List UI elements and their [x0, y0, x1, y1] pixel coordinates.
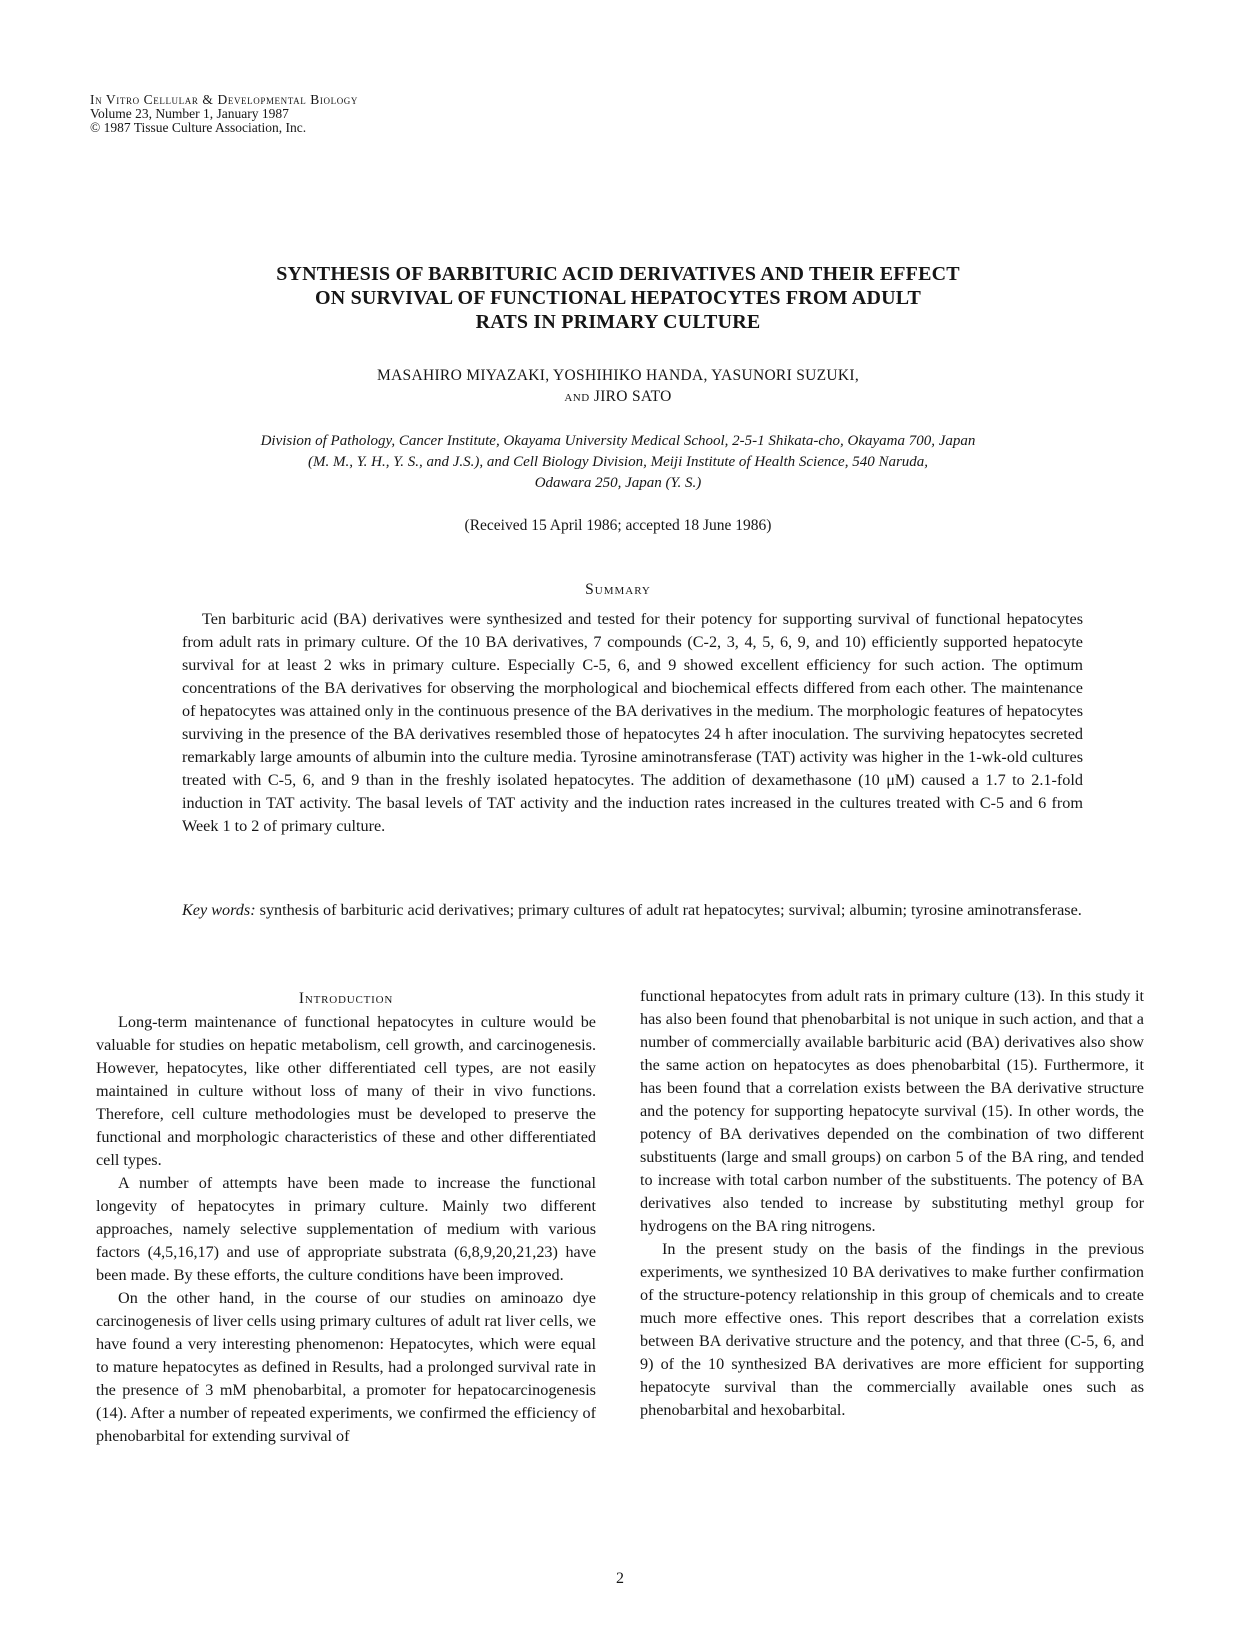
- journal-issue: Volume 23, Number 1, January 1987: [90, 106, 289, 121]
- authors-line-1: MASAHIRO MIYAZAKI, YOSHIHIKO HANDA, YASUNORI SUZUKI,: [376, 367, 860, 384]
- summary-text: Ten barbituric acid (BA) derivatives were synthesized and tested for their potency for supporting survival of functional hepatocytes from adult rats in primary culture. Of the 10 BA derivatives, 7 compounds (C-2, 3, 4, 5, 6, 9, and 10) efficiently supported hepatocyte survival for at least 2 wks in primary culture. Especially C-5, 6, and 9 showed excellent efficiency for such action. The optimum concentrations of the BA derivatives for observing the morphological and biochemical effects differed from each other. The maintenance of hepatocytes was attained only in the continuous presence of the BA derivatives in the medium. The morphologic features of hepatocytes surviving in the presence of the BA derivatives resembled those of hepatocytes 24 h after inoculation. The surviving hepatocytes secreted remarkably large amounts of albumin into the culture media. Tyrosine aminotransferase (TAT) activity was higher in the 1-wk-old cultures treated with C-5, 6, and 9 than in the freshly isolated hepatocytes. The addition of dexamethasone (10 μM) caused a 1.7 to 2.1-fold induction in TAT activity. The basal levels of TAT activity and the induction rates increased in the cultures treated with C-5 and 6 from Week 1 to 2 of primary culture.: [182, 610, 1083, 835]
- title-line-1: SYNTHESIS OF BARBITURIC ACID DERIVATIVES AND THEIR EFFECT: [276, 263, 960, 285]
- authors-last-name: JIRO SATO: [593, 388, 672, 405]
- affiliation: [150, 431, 1086, 494]
- keywords-text: synthesis of barbituric acid derivatives; primary cultures of adult rat hepatocytes; survival; albumin; tyrosine aminotransferase.: [259, 901, 1082, 919]
- affiliation-line-1: Division of Pathology, Cancer Institute, Okayama University Medical School, 2-5-1 Shikata-cho, Okayama 700, Japan: [260, 433, 976, 449]
- introduction-heading: Introduction: [298, 990, 394, 1007]
- journal-name: In Vitro Cellular & Developmental Biology: [90, 92, 358, 107]
- left-column: [96, 988, 596, 1448]
- summary-heading: Summary: [585, 581, 651, 598]
- right-column: [640, 985, 1144, 1422]
- article-title: [150, 262, 1086, 334]
- affiliation-line-3: Odawara 250, Japan (Y. S.): [534, 475, 702, 491]
- author-list: [150, 365, 1086, 409]
- intro-paragraph-1: Long-term maintenance of functional hepatocytes in culture would be valuable for studies on hepatic metabolism, cell growth, and carcinogenesis. However, hepatocytes, like other differentiated cell types, are not easily maintained in culture without loss of many of their in vivo functions. Therefore, cell culture methodologies must be developed to preserve the functional and morphologic characteristics of these and other differentiated cell types.: [96, 1013, 596, 1169]
- keywords: [182, 899, 1083, 922]
- affiliation-line-2: (M. M., Y. H., Y. S., and J.S.), and Cell Biology Division, Meiji Institute of Health Science, 540 Naruda,: [307, 454, 929, 470]
- journal-masthead: [90, 93, 358, 135]
- authors-line-2: [150, 386, 1086, 409]
- intro-paragraph-3-continued: functional hepatocytes from adult rats in primary culture (13). In this study it has also been found that phenobarbital is not unique in such action, and that a number of commercially available barbituric acid (BA) derivatives also show the same action on hepatocytes as does phenobarbital (15). Furthermore, it has been found that a correlation exists between the BA derivative structure and the potency for supporting hepatocyte survival (15). In other words, the potency of BA derivatives depended on the combination of two different substituents (large and small groups) on carbon 5 of the BA ring, and tended to increase with total carbon number of the substituents. The potency of BA derivatives also tended to increase by substituting methyl group for hydrogens on the BA ring nitrogens.: [640, 987, 1144, 1235]
- intro-paragraph-2: A number of attempts have been made to increase the functional longevity of hepatocytes in primary culture. Mainly two different approaches, namely selective supplementation of medium with various factors (4,5,16,17) and use of appropriate substrata (6,8,9,20,21,23) have been made. By these efforts, the culture conditions have been improved.: [96, 1174, 596, 1284]
- authors-and-word: AND: [564, 392, 590, 404]
- title-line-2: ON SURVIVAL OF FUNCTIONAL HEPATOCYTES FROM ADULT: [314, 287, 922, 309]
- intro-paragraph-3: On the other hand, in the course of our studies on aminoazo dye carcinogenesis of liver cells using primary cultures of adult rat liver cells, we have found a very interesting phenomenon: Hepatocytes, which were equal to mature hepatocytes as defined in Results, had a prolonged survival rate in the presence of 3 mM phenobarbital, a promoter for hepatocarcinogenesis (14). After a number of repeated experiments, we confirmed the efficiency of phenobarbital for extending survival of: [96, 1289, 596, 1445]
- title-line-3: RATS IN PRIMARY CULTURE: [475, 311, 761, 333]
- page-number: 2: [616, 1570, 624, 1587]
- journal-copyright: © 1987 Tissue Culture Association, Inc.: [90, 120, 307, 135]
- intro-paragraph-4: In the present study on the basis of the findings in the previous experiments, we synthesized 10 BA derivatives to make further confirmation of the structure-potency relationship in this group of chemicals and to create much more effective ones. This report describes that a correlation exists between BA derivative structure and the potency, and that three (C-5, 6, and 9) of the 10 synthesized BA derivatives are more efficient for supporting hepatocyte survival than the commercially available ones such as phenobarbital and hexobarbital.: [640, 1240, 1144, 1419]
- received-dates: (Received 15 April 1986; accepted 18 June 1986): [464, 517, 772, 534]
- keywords-label: Key words:: [182, 901, 256, 919]
